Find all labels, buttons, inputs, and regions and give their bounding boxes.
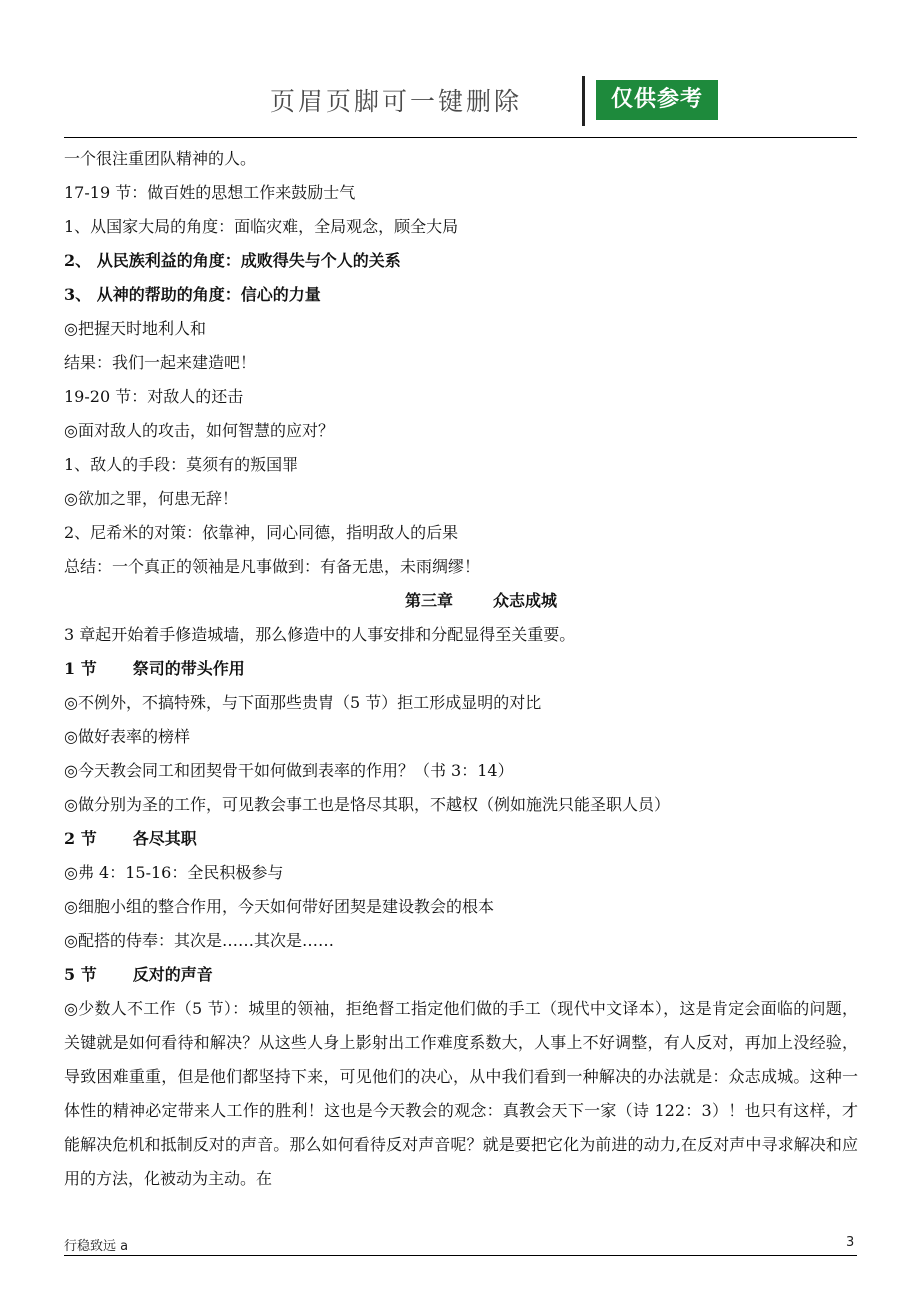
text-line: ◎面对敌人的攻击，如何智慧的应对？ [64,421,334,440]
header-text: 页眉页脚可一键删除 [270,87,523,116]
text-line: 17-19 节：做百姓的思想工作来鼓励士气 [64,183,356,202]
text-line: ◎把握天时地利人和 [64,319,206,338]
list-item: ◎今天教会同工和团契骨干如何做到表率的作用？（书 3：14） [64,761,514,780]
list-item: ◎做分别为圣的工作，可见教会事工也是恪尽其职，不越权（例如施洗只能圣职人员） [64,795,670,814]
section-title: 祭司的带头作用 [132,659,245,678]
header-rule [64,137,857,138]
section-paragraph: ◎少数人不工作（5 节）：城里的领袖，拒绝督工指定他们做的手工（现代中文译本），这是肯定会面临的问题，关键就是如何看待和解决？从这些人身上影射出工作难度系数大，人事上不好调整，有人反对，再加上没经验，导致困难重重，但是他们都坚持下来，可见他们的决心，从中我们看到一种解决的办法就是：众志成城。这种一体性的精神必定带来人工作的胜利！这也是今天教会的观念：真教会天下一家（诗 122：3）！也只有这样，才能解决危机和抵制反对的声音。那么如何看待反对声音呢？就是要把它化为前进的动力,在反对声中寻求解决和应用的方法，化被动为主动。在 [64,999,858,1188]
list-item: ◎细胞小组的整合作用，今天如何带好团契是建设教会的根本 [64,897,494,916]
text-line: 结果：我们一起来建造吧！ [64,353,257,372]
header-badge: 仅供参考 [596,80,718,120]
chapter-heading [64,584,858,618]
section-number: 1 节 [64,659,97,678]
section-heading [64,652,858,686]
chapter-title: 众志成城 [493,591,558,610]
text-line: 2、尼希米的对策：依靠神，同心同德，指明敌人的后果 [64,523,459,542]
footer-label: 行稳致远 a [64,1239,129,1254]
document-body [64,142,858,1196]
text-line: 2、 从民族利益的角度：成败得失与个人的关系 [64,251,401,270]
text-line: 19-20 节：对敌人的还击 [64,387,244,406]
footer-rule [64,1255,857,1256]
list-item: ◎配搭的侍奉：其次是……其次是…… [64,931,334,950]
section-heading [64,958,858,992]
page-number: 3 [846,1235,855,1250]
text-line: 一个很注重团队精神的人。 [64,149,257,168]
section-title: 各尽其职 [132,829,197,848]
header-divider [582,76,585,126]
text-line: 总结：一个真正的领袖是凡事做到：有备无患，未雨绸缪！ [64,557,481,576]
chapter-intro: 3 章起开始着手修造城墙，那么修造中的人事安排和分配显得至关重要。 [64,625,576,644]
section-heading [64,822,858,856]
list-item: ◎做好表率的榜样 [64,727,190,746]
text-line: 3、 从神的帮助的角度：信心的力量 [64,285,321,304]
text-line: 1、从国家大局的角度：面临灾难，全局观念，顾全大局 [64,217,459,236]
list-item: ◎弗 4：15-16：全民积极参与 [64,863,284,882]
header-banner [270,76,730,126]
section-number: 2 节 [64,829,97,848]
text-line: ◎欲加之罪，何患无辞！ [64,489,238,508]
section-number: 5 节 [64,965,97,984]
list-item: ◎不例外，不搞特殊，与下面那些贵胄（5 节）拒工形成显明的对比 [64,693,542,712]
chapter-number: 第三章 [404,591,453,610]
section-title: 反对的声音 [132,965,213,984]
text-line: 1、敌人的手段：莫须有的叛国罪 [64,455,299,474]
